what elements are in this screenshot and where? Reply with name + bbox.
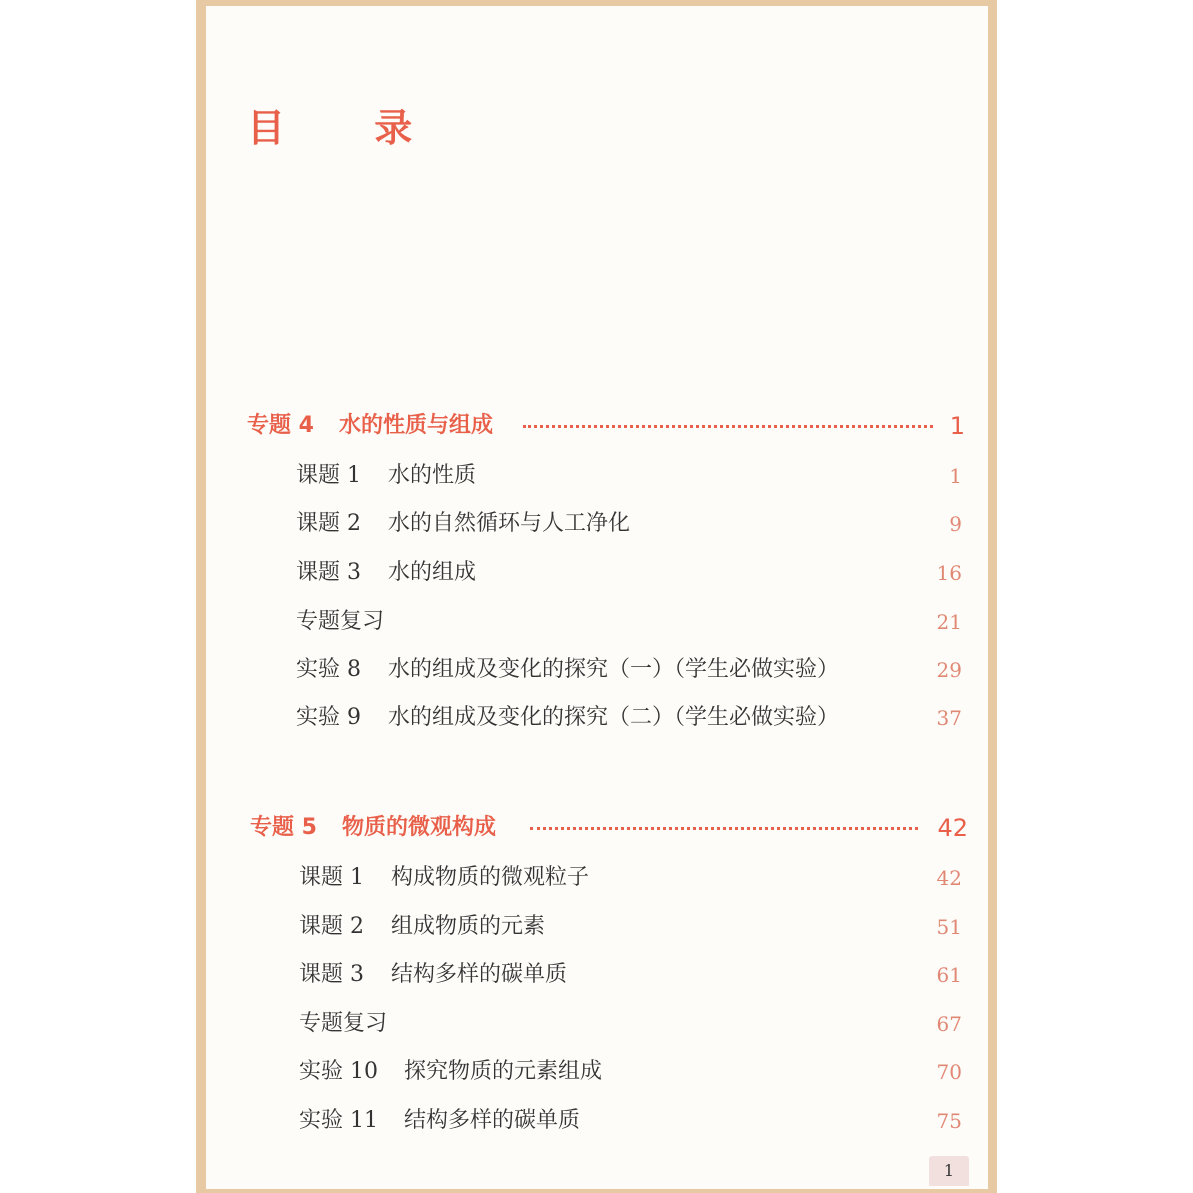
entry-label: 实验 8 <box>296 657 361 682</box>
entry-title: 结构多样的碳单质 <box>404 1108 581 1133</box>
toc-entry[interactable] <box>299 958 966 992</box>
entry-label: 专题复习 <box>299 1011 388 1036</box>
toc-entry[interactable] <box>296 653 966 687</box>
entry-label: 实验 10 <box>299 1059 378 1084</box>
toc-entry[interactable] <box>296 459 966 493</box>
entry-title: 结构多样的碳单质 <box>391 962 568 987</box>
entry-page-number: 29 <box>936 658 962 682</box>
toc-entry[interactable] <box>299 861 966 895</box>
unit-heading[interactable] <box>250 810 968 846</box>
toc-entry[interactable] <box>299 1007 966 1041</box>
entry-label: 课题 2 <box>299 914 364 939</box>
dot-leader <box>523 425 933 428</box>
entry-title: 水的组成 <box>388 560 477 585</box>
dot-leader <box>530 827 918 830</box>
toc-entry[interactable] <box>296 507 966 541</box>
entry-title: 组成物质的元素 <box>391 914 546 939</box>
entry-page-number: 1 <box>949 464 962 488</box>
entry-page-number: 21 <box>936 610 962 634</box>
entry-page-number: 9 <box>949 512 962 536</box>
entry-label: 课题 1 <box>299 865 364 890</box>
toc-entry[interactable] <box>296 701 966 735</box>
page-title: 目 录 <box>247 105 451 150</box>
unit-number: 专题 4 <box>247 413 314 438</box>
entry-title: 水的组成及变化的探究（一）（学生必做实验） <box>388 657 840 682</box>
toc-entry[interactable] <box>299 910 966 944</box>
entry-title: 水的自然循环与人工净化 <box>388 511 631 536</box>
entry-page-number: 51 <box>936 915 962 939</box>
entry-page-number: 75 <box>936 1109 962 1133</box>
toc-entry[interactable] <box>299 1104 966 1138</box>
entry-title: 水的组成及变化的探究（二）（学生必做实验） <box>388 705 840 730</box>
entry-page-number: 37 <box>936 706 962 730</box>
entry-page-number: 70 <box>936 1060 962 1084</box>
entry-label: 实验 9 <box>296 705 361 730</box>
unit-title: 物质的微观构成 <box>342 815 497 840</box>
entry-page-number: 42 <box>936 866 962 890</box>
toc-entry[interactable] <box>296 605 966 639</box>
entry-label: 实验 11 <box>299 1108 378 1133</box>
entry-label: 课题 1 <box>296 463 361 488</box>
entry-title: 探究物质的元素组成 <box>404 1059 603 1084</box>
toc-entry[interactable] <box>299 1055 966 1089</box>
entry-page-number: 16 <box>936 561 962 585</box>
entry-label: 课题 2 <box>296 511 361 536</box>
entry-label: 课题 3 <box>299 962 364 987</box>
toc-entry[interactable] <box>296 556 966 590</box>
entry-page-number: 67 <box>936 1012 962 1036</box>
entry-page-number: 61 <box>936 963 962 987</box>
entry-title: 构成物质的微观粒子 <box>391 865 590 890</box>
unit-heading[interactable] <box>247 408 965 444</box>
unit-page-number: 42 <box>937 814 968 842</box>
unit-title: 水的性质与组成 <box>339 413 494 438</box>
unit-page-number: 1 <box>949 412 965 440</box>
entry-label: 专题复习 <box>296 609 385 634</box>
entry-title: 水的性质 <box>388 463 477 488</box>
page-folio: 1 <box>929 1156 969 1186</box>
entry-label: 课题 3 <box>296 560 361 585</box>
unit-number: 专题 5 <box>250 815 317 840</box>
